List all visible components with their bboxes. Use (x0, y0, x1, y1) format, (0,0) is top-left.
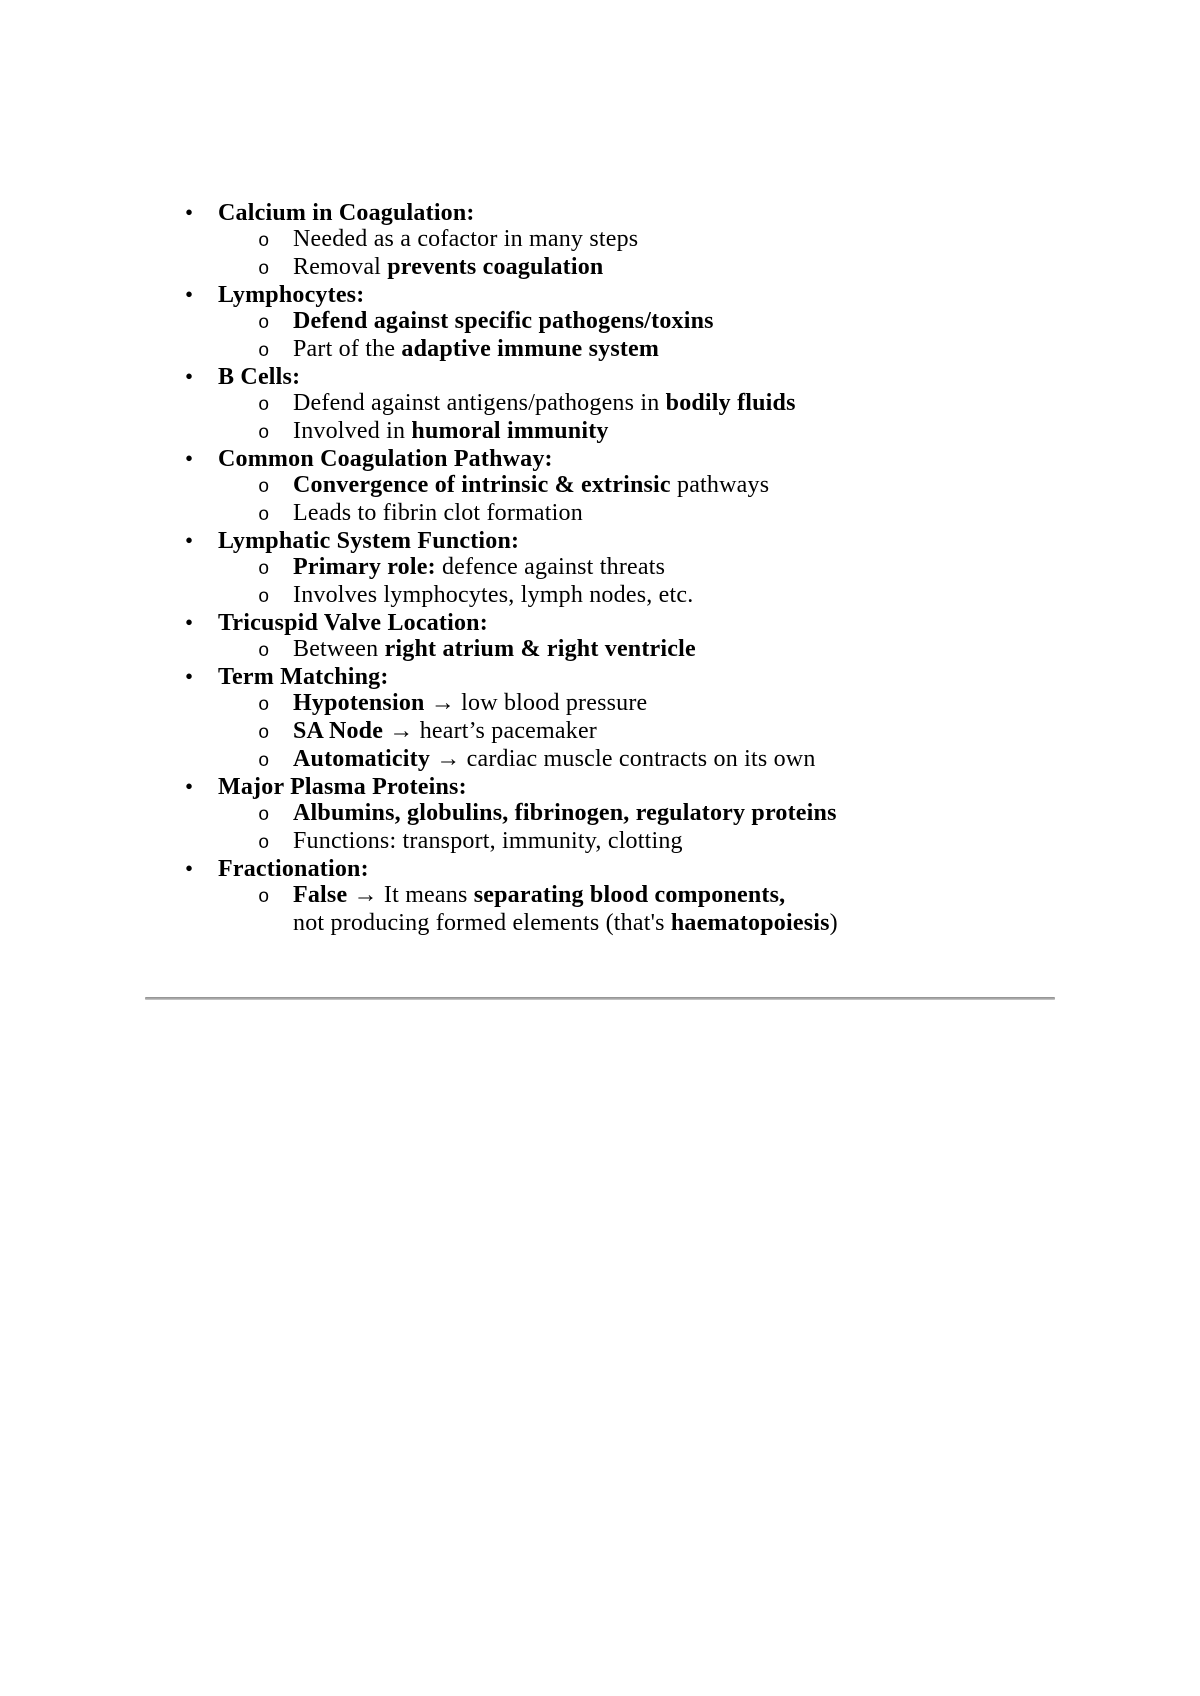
list-item-text (293, 336, 659, 362)
text-run: SA Node (293, 718, 384, 744)
list-item-text (218, 528, 519, 554)
text-run: Fractionation: (218, 856, 369, 882)
bullet-icon: • (185, 610, 194, 635)
text-run: → cardiac muscle contracts on its own (430, 746, 816, 772)
list-item-text (293, 472, 769, 498)
list-item-text (293, 746, 816, 772)
list-item (0, 390, 1200, 418)
circle-bullet-icon: o (258, 886, 270, 908)
list-item (0, 554, 1200, 582)
list-item (0, 528, 1200, 554)
text-run: Needed as a cofactor in many steps (293, 226, 639, 252)
list-item-text (293, 500, 583, 526)
list-item (0, 690, 1200, 718)
list-item (0, 856, 1200, 882)
text-run: Involved in (293, 418, 412, 444)
circle-bullet-icon: o (258, 832, 270, 854)
text-run: Primary role: (293, 554, 436, 580)
list-item-text (293, 910, 838, 936)
list-item-text (293, 554, 665, 580)
text-run: right atrium & right ventricle (384, 636, 696, 662)
list-item-text (218, 282, 364, 308)
list-item-text (293, 828, 683, 854)
text-run: False (293, 882, 348, 908)
horizontal-rule (145, 997, 1055, 1000)
text-run: prevents coagulation (387, 254, 604, 280)
bullet-icon: • (185, 774, 194, 799)
bullet-icon: • (185, 364, 194, 389)
text-run: not producing formed elements (that's (293, 910, 671, 936)
list-item-text (293, 690, 647, 716)
list-item (0, 254, 1200, 282)
list-item-text (218, 774, 467, 800)
text-run: Lymphatic System Function: (218, 528, 520, 554)
list-item-text (218, 364, 300, 390)
list-item (0, 282, 1200, 308)
text-run: → It means (347, 882, 474, 908)
list-item-text (293, 582, 693, 608)
text-run: Leads to fibrin clot formation (293, 500, 583, 526)
list-item (0, 718, 1200, 746)
circle-bullet-icon: o (258, 694, 270, 716)
text-run: pathways (670, 472, 770, 498)
text-run: Automaticity (293, 746, 431, 772)
text-run: B Cells: (218, 364, 301, 390)
list-item (0, 882, 1200, 910)
list-item-text (218, 664, 389, 690)
list-item-text (293, 636, 696, 662)
list-item (0, 828, 1200, 856)
list-item (0, 336, 1200, 364)
list-item (0, 610, 1200, 636)
text-run: Convergence of intrinsic & extrinsic (293, 472, 671, 498)
text-run: Part of the (293, 336, 402, 362)
list-item-text (293, 390, 796, 416)
list-item-text (293, 418, 609, 444)
list-item (0, 472, 1200, 500)
list-item-text (293, 308, 714, 334)
circle-bullet-icon: o (258, 340, 270, 362)
list-item-text (293, 800, 837, 826)
text-run: Between (293, 636, 385, 662)
circle-bullet-icon: o (258, 312, 270, 334)
text-run: Hypotension (293, 690, 425, 716)
text-run: Term Matching: (218, 664, 389, 690)
text-run: Defend against specific pathogens/toxins (293, 308, 714, 334)
text-run: Major Plasma Proteins: (218, 774, 467, 800)
circle-bullet-icon: o (258, 394, 270, 416)
list-item (0, 418, 1200, 446)
list-item-text (293, 254, 603, 280)
list-item (0, 364, 1200, 390)
text-run: ) (829, 910, 838, 936)
list-item-text (218, 610, 488, 636)
text-run: Functions: transport, immunity, clotting (293, 828, 683, 854)
circle-bullet-icon: o (258, 504, 270, 526)
text-run: Common Coagulation Pathway: (218, 446, 553, 472)
list-item (0, 226, 1200, 254)
bullet-icon: • (185, 528, 194, 553)
text-run: Lymphocytes: (218, 282, 365, 308)
circle-bullet-icon: o (258, 640, 270, 662)
circle-bullet-icon: o (258, 422, 270, 444)
list-item (0, 200, 1200, 226)
text-run: Involves lymphocytes, lymph nodes, etc. (293, 582, 694, 608)
text-run: Albumins, globulins, fibrinogen, regulatory proteins (293, 800, 837, 826)
bullet-icon: • (185, 856, 194, 881)
bullet-icon: • (185, 200, 194, 225)
circle-bullet-icon: o (258, 722, 270, 744)
list-item-text (218, 200, 475, 226)
circle-bullet-icon: o (258, 230, 270, 252)
text-run: adaptive immune system (401, 336, 660, 362)
text-run: defence against threats (435, 554, 666, 580)
list-item (0, 910, 1200, 936)
bullet-icon: • (185, 282, 194, 307)
circle-bullet-icon: o (258, 750, 270, 772)
text-run: → low blood pressure (424, 690, 648, 716)
bullet-icon: • (185, 664, 194, 689)
list-item (0, 582, 1200, 610)
circle-bullet-icon: o (258, 558, 270, 580)
list-item-text (293, 226, 638, 252)
list-item (0, 664, 1200, 690)
list-item-text (293, 882, 785, 908)
list-item (0, 308, 1200, 336)
text-run: Tricuspid Valve Location: (218, 610, 488, 636)
list-item (0, 746, 1200, 774)
list-item (0, 500, 1200, 528)
text-run: humoral immunity (411, 418, 609, 444)
text-run: Calcium in Coagulation: (218, 200, 475, 226)
circle-bullet-icon: o (258, 476, 270, 498)
circle-bullet-icon: o (258, 258, 270, 280)
text-run: haematopoiesis (670, 910, 830, 936)
text-run: Removal (293, 254, 388, 280)
text-run: → heart’s pacemaker (383, 718, 597, 744)
list-item-text (293, 718, 597, 744)
list-item (0, 446, 1200, 472)
list-item (0, 800, 1200, 828)
bullet-icon: • (185, 446, 194, 471)
list-item-text (218, 856, 369, 882)
circle-bullet-icon: o (258, 804, 270, 826)
text-run: separating blood components, (473, 882, 786, 908)
list-item-text (218, 446, 553, 472)
circle-bullet-icon: o (258, 586, 270, 608)
list-item (0, 636, 1200, 664)
notes-list (0, 200, 1200, 936)
text-run: Defend against antigens/pathogens in (293, 390, 666, 416)
list-item (0, 774, 1200, 800)
text-run: bodily fluids (665, 390, 796, 416)
